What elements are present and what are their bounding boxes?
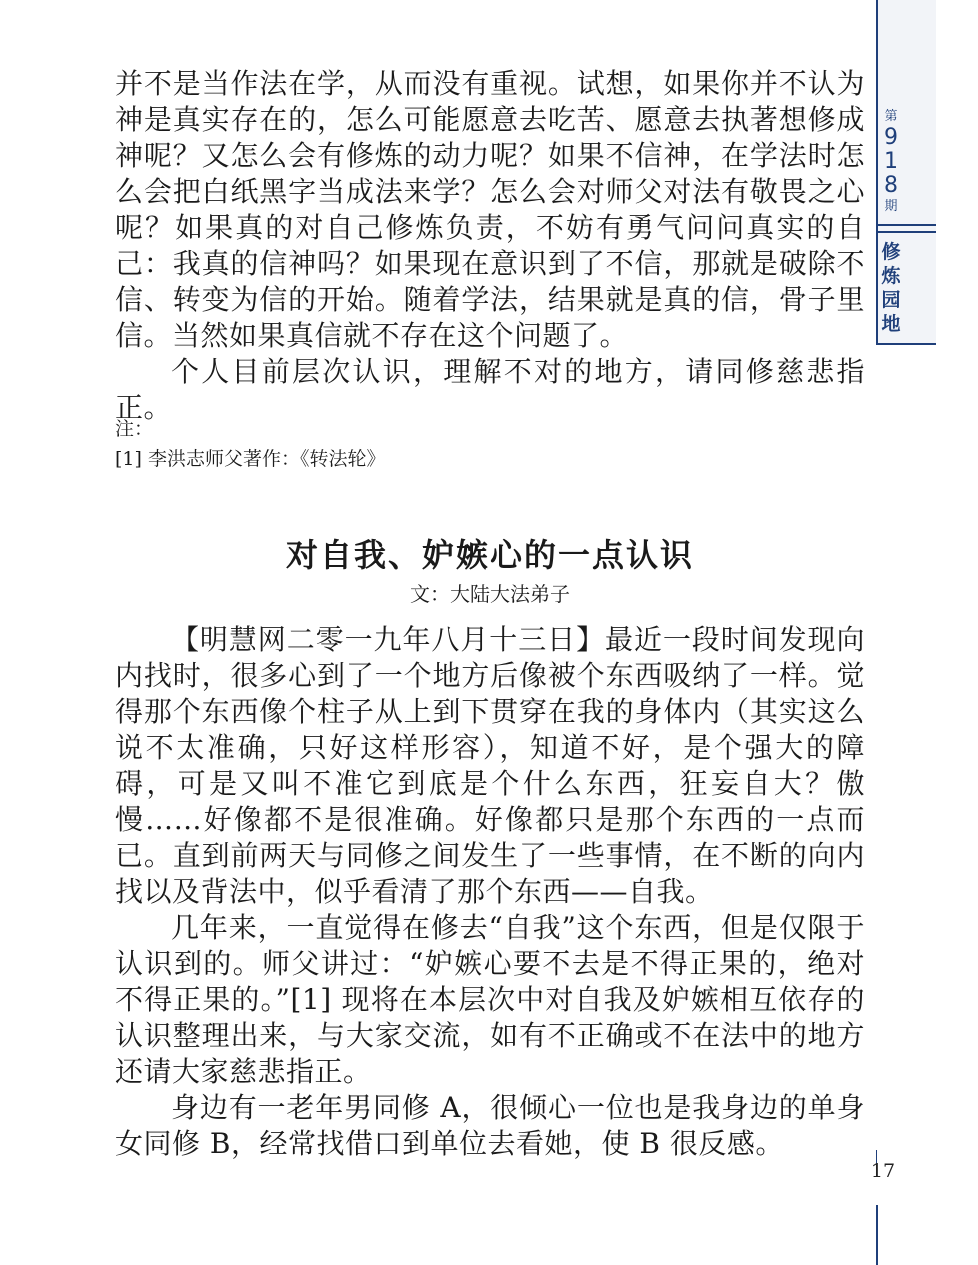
section-name [876, 240, 906, 336]
issue-label [876, 108, 906, 216]
article-title: 对自我、妒嫉心的一点认识 [285, 536, 694, 574]
issue-digit: 8 [884, 173, 898, 198]
issue-prefix: 第 [884, 109, 898, 124]
issue-suffix: 期 [884, 199, 898, 214]
page-number: 17 [870, 1160, 896, 1182]
article1-body [115, 66, 865, 426]
article-author: 文：大陆大法弟子 [410, 582, 570, 606]
article1-closing: 个人目前层次认识，理解不对的地方，请同修慈悲指正。 [115, 355, 865, 424]
footnotes [115, 414, 865, 474]
section-char: 园 [881, 289, 901, 311]
side-divider [876, 224, 936, 226]
article2-paragraph: 几年来，一直觉得在修去“自我”这个东西，但是仅限于认识到的。师父讲过：“妒嫉心要不去是不得正果的，绝对不得正果的。”[1] 现将在本层次中对自我及妒嫉相互依存的认识整理出来，与大家交流，如有不正确或不在法中的地方还请大家慈悲指正。 [115, 911, 865, 1088]
section-char: 修 [881, 241, 901, 263]
side-rule [876, 1205, 878, 1265]
side-divider [876, 343, 936, 345]
footnote-item: [1] 李洪志师父著作：《转法轮》 [115, 448, 386, 470]
issue-digit: 1 [884, 149, 898, 174]
article2-paragraph: 【明慧网二零一九年八月十三日】最近一段时间发现向内找时，很多心到了一个地方后像被个东西吸纳了一样。觉得那个东西像个柱子从上到下贯穿在我的身体内（其实这么说不太准确，只好这样形容），知道不好，是个强大的障碍，可是又叫不准它到底是个什么东西，狂妄自大？傲慢……好像都不是很准确。好像都只是那个东西的一点而已。直到前两天与同修之间发生了一些事情，在不断的向内找以及背法中，似乎看清了那个东西——自我。 [115, 623, 865, 908]
article2-body [115, 622, 865, 1162]
article2-paragraph: 身边有一老年男同修 A，很倾心一位也是我身边的单身女同修 B，经常找借口到单位去看她，使 B 很反感。 [115, 1091, 865, 1160]
side-divider [876, 231, 936, 233]
footnote-heading: 注： [115, 418, 154, 440]
issue-digit: 9 [884, 125, 898, 150]
section-char: 炼 [881, 265, 901, 287]
section-char: 地 [881, 313, 901, 335]
article1-paragraph: 并不是当作法在学，从而没有重视。试想，如果你并不认为神是真实存在的，怎么可能愿意去吃苦、愿意去执著想修成神呢？又怎么会有修炼的动力呢？如果不信神，在学法时怎么会把白纸黑字当成法来学？怎么会对师父对法有敬畏之心呢？如果真的对自己修炼负责，不妨有勇气问问真实的自己：我真的信神吗？如果现在意识到了不信，那就是破除不信、转变为信的开始。随着学法，结果就是真的信，骨子里信。当然如果真信就不存在这个问题了。 [115, 67, 865, 352]
